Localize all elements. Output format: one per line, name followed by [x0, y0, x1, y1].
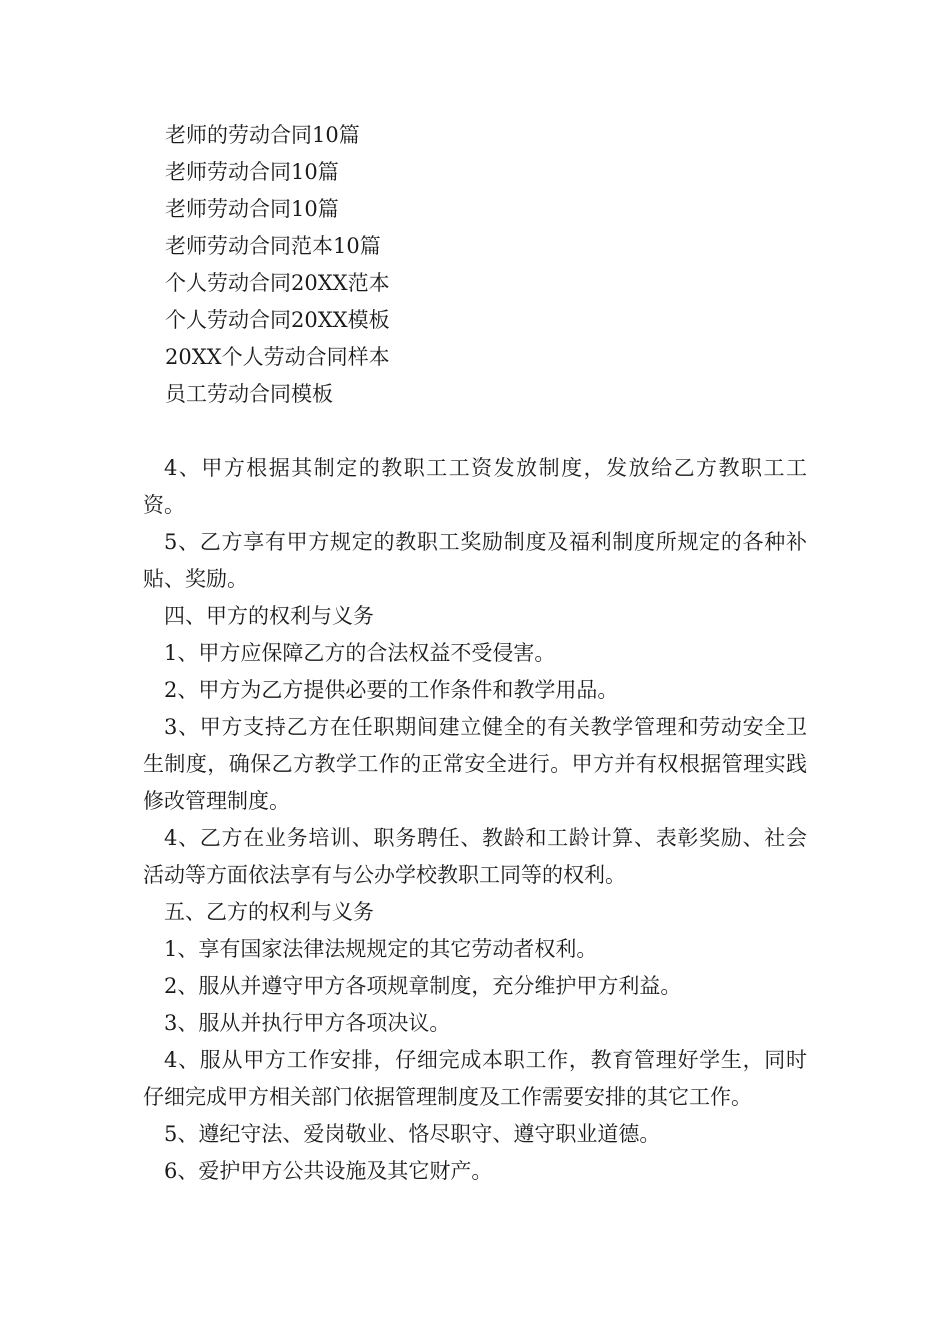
section-heading: 五、乙方的权利与义务: [164, 900, 374, 924]
related-link[interactable]: 员工劳动合同模板: [165, 382, 333, 406]
related-link[interactable]: 老师劳动合同10篇: [165, 197, 339, 221]
clause-paragraph: 1、享有国家法律法规规定的其它劳动者权利。: [164, 937, 598, 961]
clause-paragraph: 5、遵纪守法、爱岗敬业、恪尽职守、遵守职业道德。: [164, 1122, 661, 1146]
clause-paragraph: 2、甲方为乙方提供必要的工作条件和教学用品。: [164, 678, 619, 702]
related-link[interactable]: 老师劳动合同10篇: [165, 160, 339, 184]
clause-paragraph: 1、甲方应保障乙方的合法权益不受侵害。: [164, 641, 556, 665]
related-links-list: [165, 117, 805, 413]
clause-paragraph: 3、甲方支持乙方在任职期间建立健全的有关教学管理和劳动安全卫生制度，确保乙方教学工作的正常安全进行。甲方并有权根据管理实践修改管理制度。: [143, 715, 807, 813]
related-link[interactable]: 老师劳动合同范本10篇: [165, 234, 381, 258]
section-heading: 四、甲方的权利与义务: [164, 604, 374, 628]
contract-body: [143, 450, 807, 1190]
related-link[interactable]: 20XX个人劳动合同样本: [165, 345, 390, 369]
clause-paragraph: 4、服从甲方工作安排，仔细完成本职工作，教育管理好学生，同时仔细完成甲方相关部门依据管理制度及工作需要安排的其它工作。: [143, 1048, 807, 1109]
related-link[interactable]: 个人劳动合同20XX范本: [165, 271, 390, 295]
clause-paragraph: 4、甲方根据其制定的教职工工资发放制度，发放给乙方教职工工资。: [143, 456, 807, 517]
clause-paragraph: 6、爱护甲方公共设施及其它财产。: [164, 1159, 493, 1183]
related-link[interactable]: 个人劳动合同20XX模板: [165, 308, 390, 332]
clause-paragraph: 3、服从并执行甲方各项决议。: [164, 1011, 451, 1035]
clause-paragraph: 4、乙方在业务培训、职务聘任、教龄和工龄计算、表彰奖励、社会活动等方面依法享有与公办学校教职工同等的权利。: [143, 826, 807, 887]
clause-paragraph: 5、乙方享有甲方规定的教职工奖励制度及福利制度所规定的各种补贴、奖励。: [143, 530, 807, 591]
related-link[interactable]: 老师的劳动合同10篇: [165, 123, 360, 147]
clause-paragraph: 2、服从并遵守甲方各项规章制度，充分维护甲方利益。: [164, 974, 682, 998]
